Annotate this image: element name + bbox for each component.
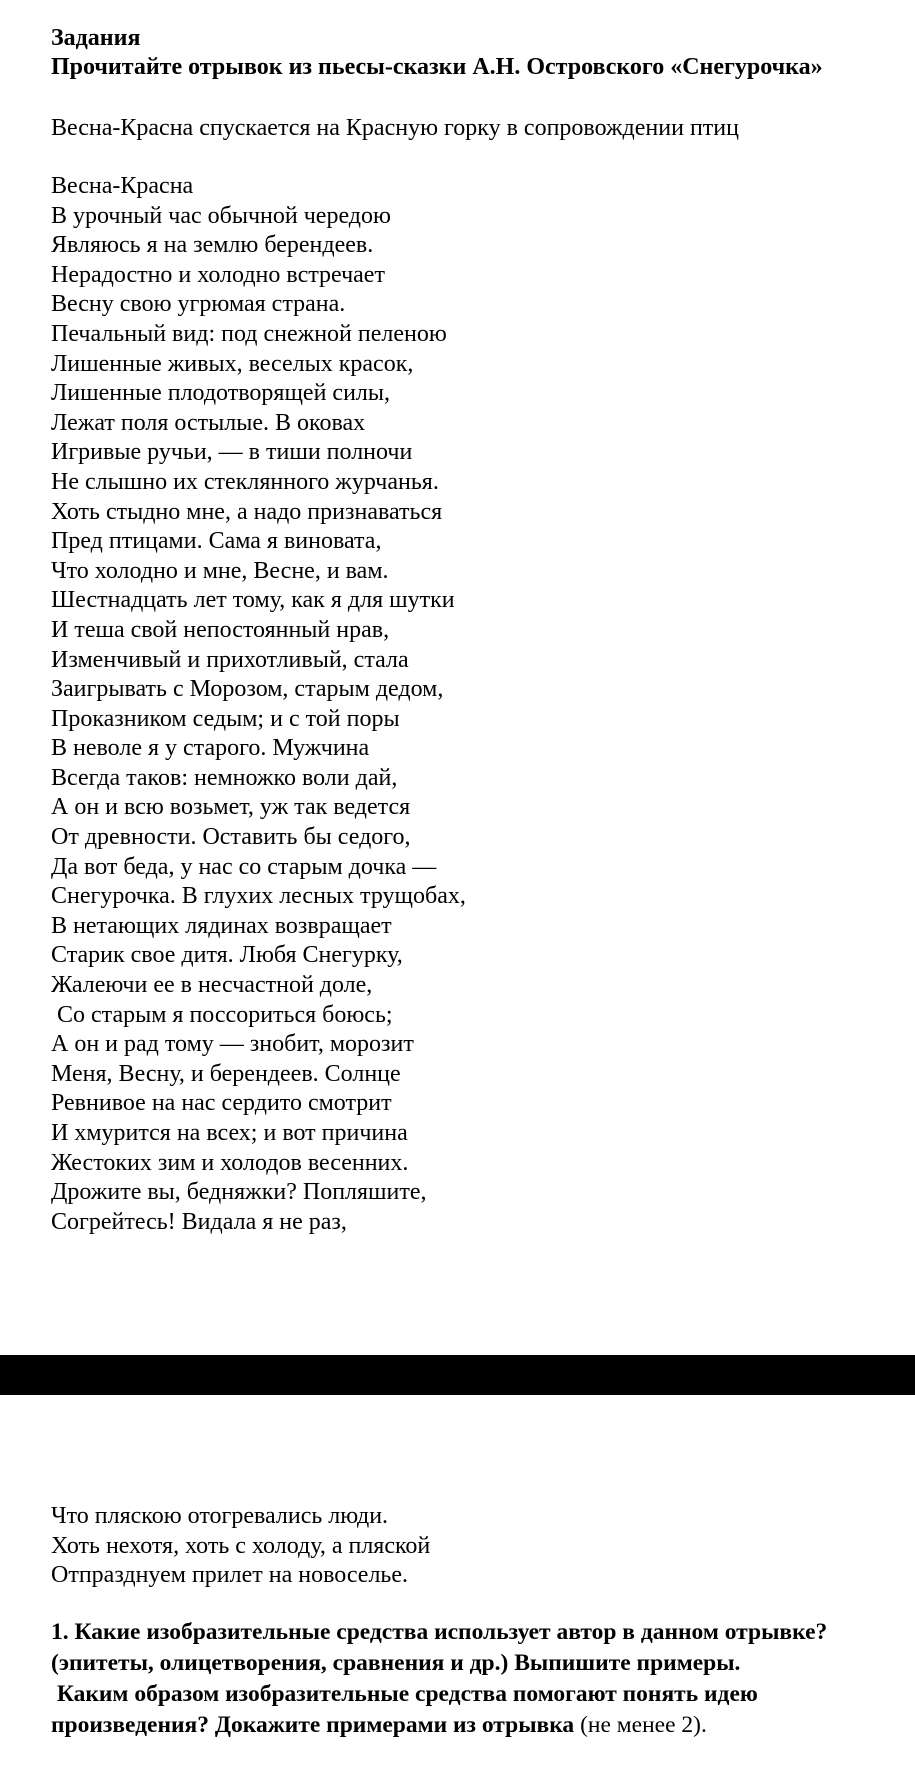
poem-line: И теша свой непостоянный нрав, [51, 616, 390, 643]
poem-line: Печальный вид: под снежной пеленою [51, 320, 447, 347]
poem-line: Нерадостно и холодно встречает [51, 261, 385, 288]
poem-line: Игривые ручьи, — в тиши полночи [51, 439, 413, 466]
task-question-note: (не менее 2). [574, 1712, 707, 1738]
poem-line: Лишенные плодотворящей силы, [51, 380, 391, 407]
task-question-line: (эпитеты, олицетворения, сравнения и др.) Выпишите примеры. [51, 1650, 741, 1676]
poem-line: Отпразднуем прилет на новоселье. [51, 1562, 409, 1589]
poem-line: Дрожите вы, бедняжки? Попляшите, [51, 1179, 427, 1206]
poem-line: Изменчивый и прихотливый, стала [51, 646, 409, 673]
poem-line: Жестоких зим и холодов весенних. [51, 1149, 409, 1176]
poem-line: Что пляскою отогревались люди. [51, 1503, 389, 1529]
task-question-line: 1. Какие изобразительные средства использует автор в данном отрывке? [51, 1619, 828, 1645]
poem-line: Что холодно и мне, Весне, и вам. [51, 557, 389, 584]
poem-line: Снегурочка. В глухих лесных трущобах, [51, 883, 466, 910]
poem-line: Жалеючи ее в несчастной доле, [51, 972, 373, 999]
poem-line: От древности. Оставить бы седого, [51, 824, 411, 851]
poem-line: Согрейтесь! Видала я не раз, [51, 1208, 347, 1235]
poem-line: Хоть нехотя, хоть с холоду, а пляской [51, 1532, 431, 1559]
poem-line: Всегда таков: немножко воли дай, [51, 764, 398, 791]
reading-instruction: Прочитайте отрывок из пьесы-сказки А.Н. Островского «Снегурочка» [51, 54, 823, 80]
poem-line: В урочный час обычной чередою [51, 202, 391, 229]
poem-line: В нетающих лядинах возвращает [51, 912, 392, 939]
poem-line: Пред птицами. Сама я виновата, [51, 528, 382, 555]
poem-line: И хмурится на всех; и вот причина [51, 1120, 408, 1146]
stage-direction: Весна-Красна спускается на Красную горку в сопровождении птиц [51, 115, 739, 141]
poem-line: А он и рад тому — знобит, морозит [51, 1031, 414, 1058]
poem-line: Хоть стыдно мне, а надо признаваться [51, 498, 443, 525]
poem-line: Не слышно их стеклянного журчанья. [51, 468, 439, 495]
poem-part-2 [51, 1502, 430, 1591]
poem-line: Являюсь я на землю берендеев. [51, 232, 374, 259]
task-block [51, 1617, 827, 1741]
poem-line: Ревнивое на нас сердито смотрит [51, 1090, 392, 1117]
poem-line: Со старым я поссориться боюсь; [51, 1001, 393, 1028]
poem-line: Весна-Красна [51, 173, 194, 199]
poem-line: Да вот беда, у нас со старым дочка — [51, 853, 437, 880]
poem-part-1 [51, 172, 466, 1237]
redaction-bar [0, 1355, 915, 1395]
stage-direction-block [51, 114, 739, 144]
poem-line: А он и всю возьмет, уж так ведется [51, 794, 411, 821]
poem-line: Весну свою угрюмая страна. [51, 291, 346, 318]
header [51, 24, 823, 82]
poem-line: Меня, Весну, и берендеев. Солнце [51, 1060, 401, 1087]
task-question-line: Каким образом изобразительные средства помогают понять идею [51, 1681, 758, 1707]
poem-line: В неволе я у старого. Мужчина [51, 735, 370, 762]
page-title: Задания [51, 25, 141, 51]
poem-line: Лежат поля остылые. В оковах [51, 409, 366, 436]
poem-line: Старик свое дитя. Любя Снегурку, [51, 942, 403, 969]
task-question-line [51, 1710, 827, 1741]
poem-line: Заигрывать с Морозом, старым дедом, [51, 676, 444, 703]
poem-line: Проказником седым; и с той поры [51, 705, 400, 732]
task-question-bold-part: произведения? Докажите примерами из отрывка [51, 1712, 575, 1738]
poem-line: Шестнадцать лет тому, как я для шутки [51, 587, 455, 614]
poem-line: Лишенные живых, веселых красок, [51, 350, 414, 377]
